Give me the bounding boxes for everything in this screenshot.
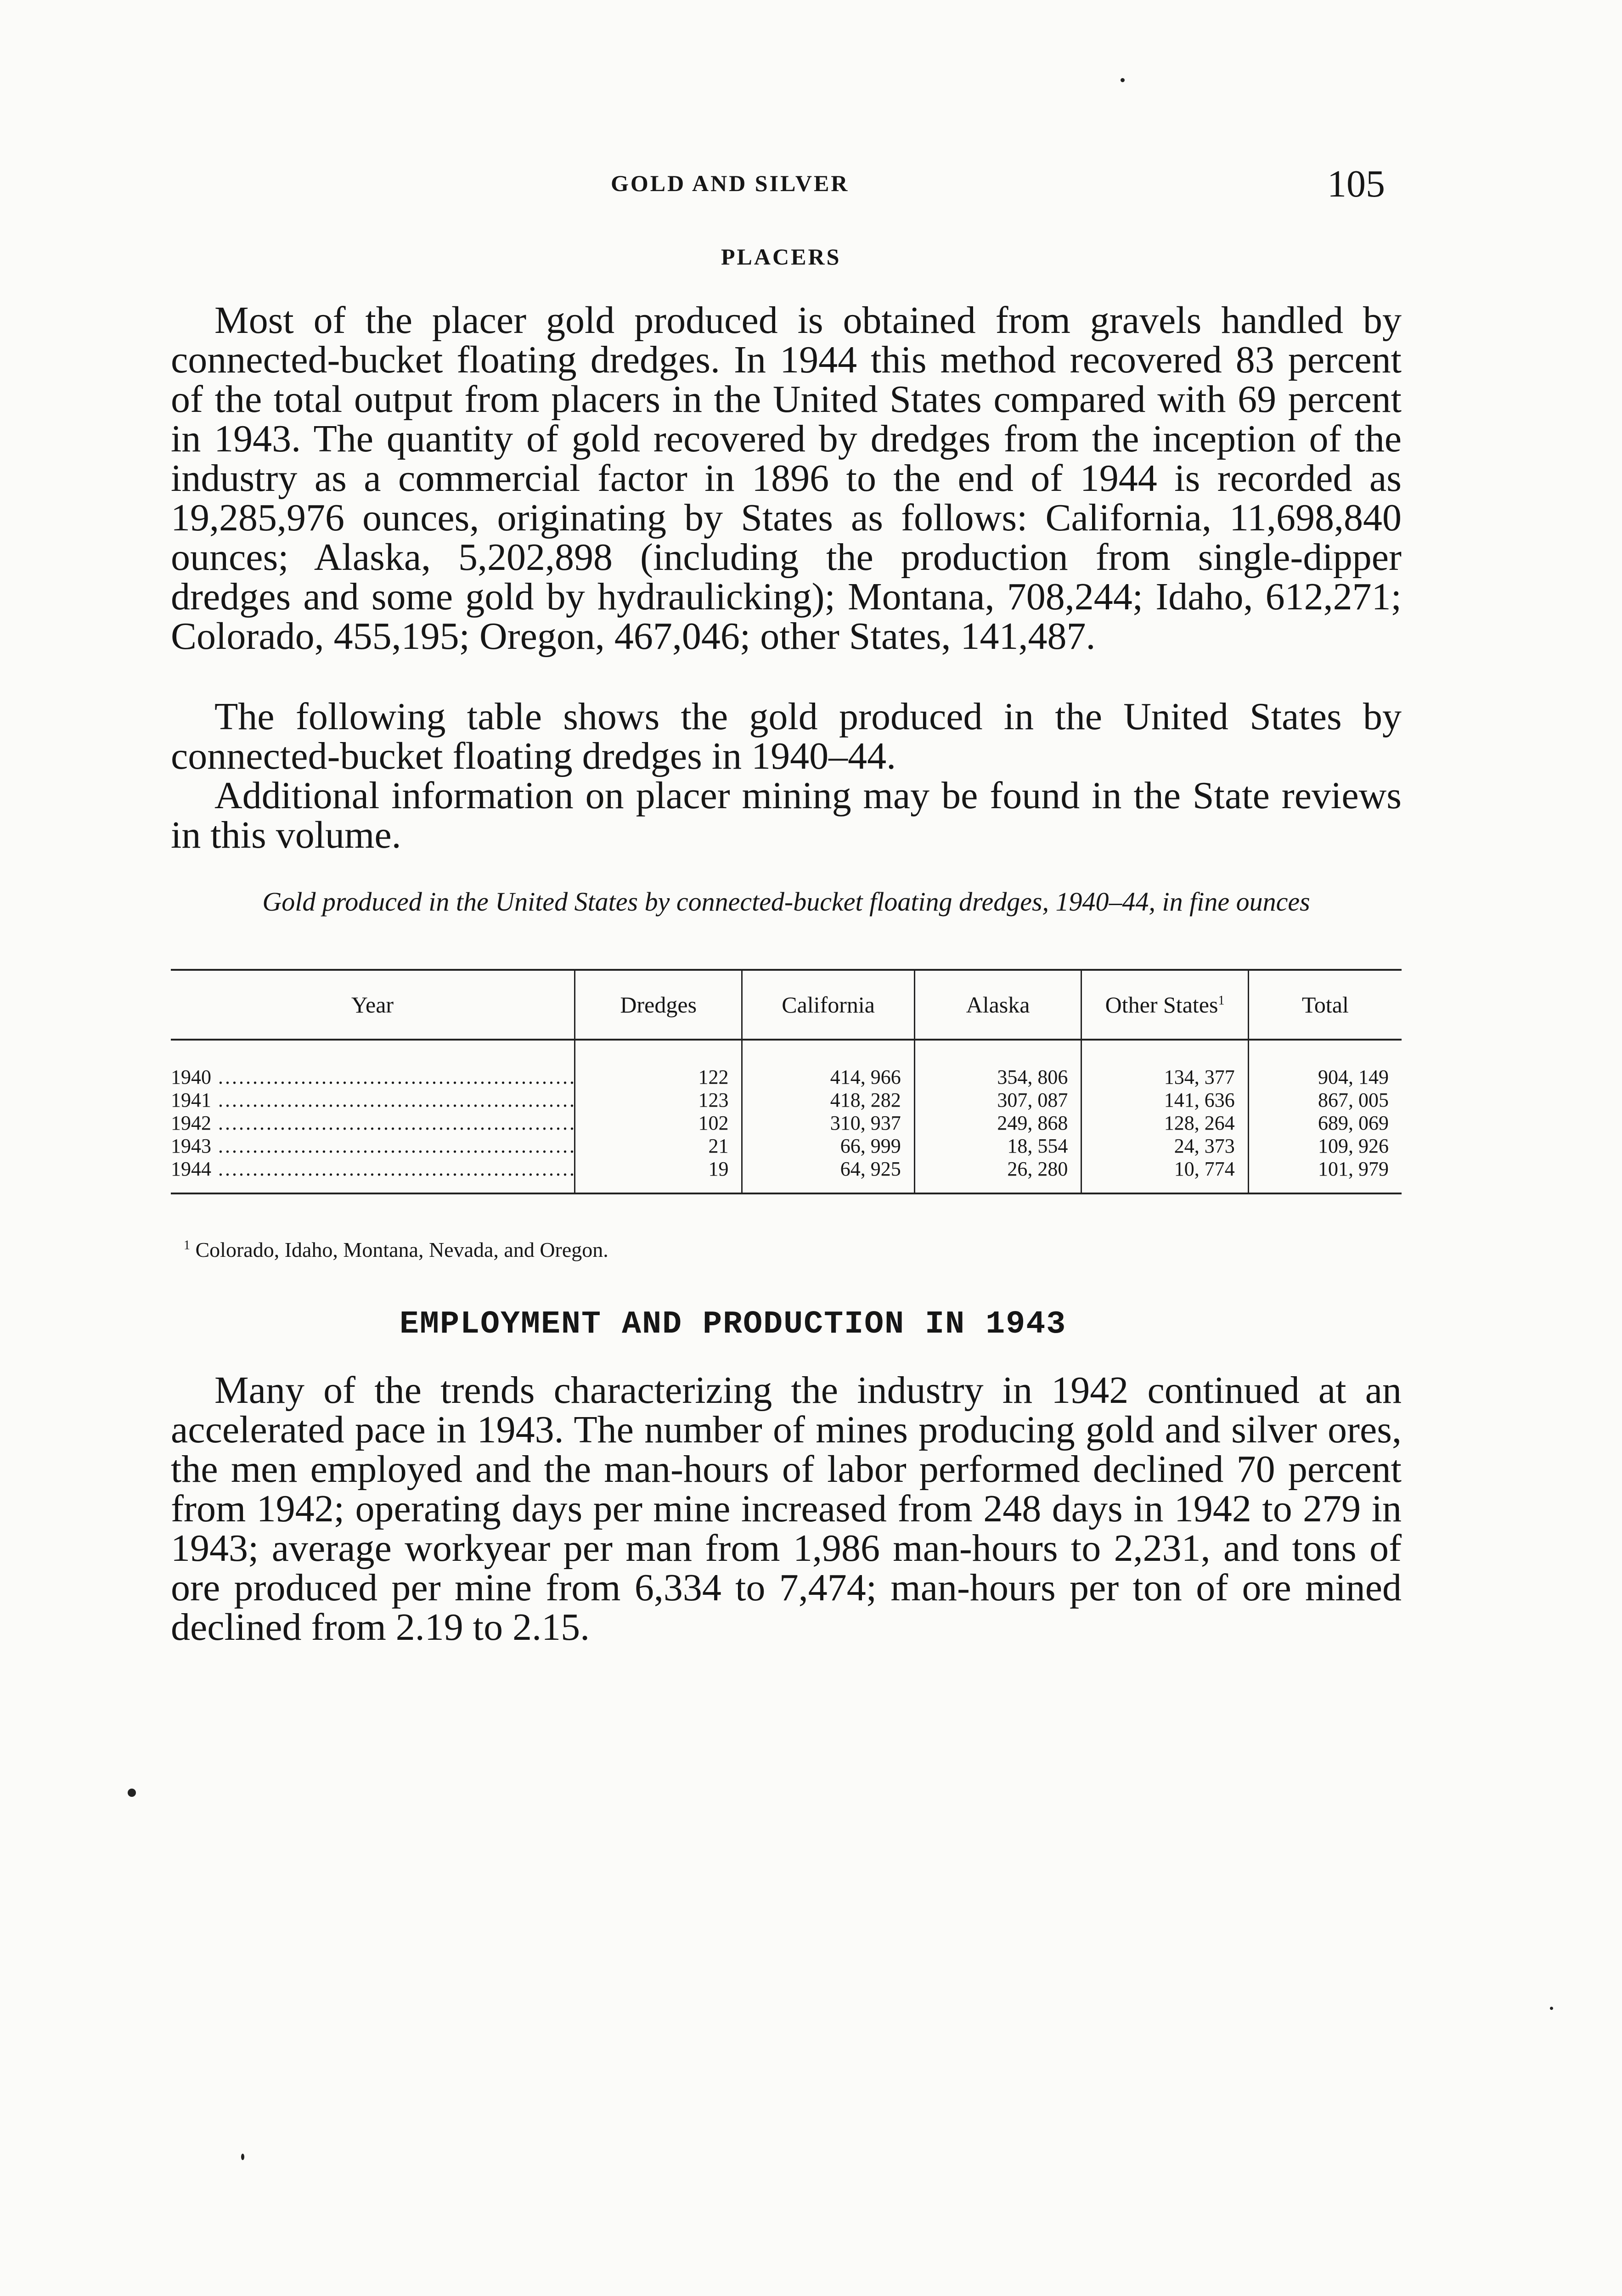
placers-paragraph-1: Most of the placer gold produced is obtained from gravels handled by connected-bucket floating dredges. In 1944 this method recovered 83 percent of the total output from placers in the United States compared with 69 percent in 1943. The quantity of gold recovered by dredges from the inception of the industry as a commercial factor in 1896 to the end of 1944 is recorded as 19,285,976 ounces, originating by States as follows: California, 11,698,840 ounces; Alaska, 5,202,898 (including the production from single-dipper dredges and some gold by hydraulicking); Montana, 708,244; Idaho, 612,271; Colorado, 455,195; Oregon, 467,046; other States, 141,487.	[171, 299, 1402, 658]
footnote-marker: 1	[1218, 993, 1225, 1008]
employment-heading: EMPLOYMENT AND PRODUCTION IN 1943	[400, 1306, 1067, 1343]
year-cell	[171, 1158, 575, 1193]
running-title: GOLD AND SILVER	[611, 170, 850, 196]
california-cell: 64, 925	[742, 1158, 914, 1193]
dredges-cell: 122	[575, 1040, 742, 1089]
scan-speck	[241, 2154, 244, 2160]
year-cell	[171, 1040, 575, 1089]
footnote-number: 1	[184, 1238, 190, 1253]
california-cell: 310, 937	[742, 1112, 914, 1135]
alaska-cell: 249, 868	[914, 1112, 1081, 1135]
footnote-text: Colorado, Idaho, Montana, Nevada, and Oregon.	[195, 1238, 608, 1261]
total-cell: 689, 069	[1248, 1112, 1402, 1135]
year-value: 1944 .....	[171, 1158, 575, 1180]
dredges-cell: 21	[575, 1135, 742, 1158]
scan-speck	[1550, 2007, 1553, 2010]
column-header-dredges: Dredges	[575, 970, 742, 1040]
table-row	[171, 1089, 1402, 1112]
table-header-row	[171, 970, 1402, 1040]
column-header-other-states	[1081, 970, 1248, 1040]
total-cell: 109, 926	[1248, 1135, 1402, 1158]
table-row	[171, 1135, 1402, 1158]
year-cell	[171, 1089, 575, 1112]
other-states-cell: 141, 636	[1081, 1089, 1248, 1112]
table-row	[171, 1112, 1402, 1135]
alaska-cell: 18, 554	[914, 1135, 1081, 1158]
year-cell	[171, 1112, 575, 1135]
column-header-year: Year	[171, 970, 575, 1040]
placers-paragraph-2: The following table shows the gold produced in the United States by connected-bucket floating dredges in 1940–44.	[171, 695, 1402, 777]
other-states-cell: 134, 377	[1081, 1040, 1248, 1089]
column-header-alaska: Alaska	[914, 970, 1081, 1040]
alaska-cell: 307, 087	[914, 1089, 1081, 1112]
california-cell: 414, 966	[742, 1040, 914, 1089]
total-cell: 867, 005	[1248, 1089, 1402, 1112]
other-states-cell: 24, 373	[1081, 1135, 1248, 1158]
dredges-cell: 102	[575, 1112, 742, 1135]
column-header-california: California	[742, 970, 914, 1040]
scan-speck	[1121, 78, 1125, 82]
other-states-cell: 10, 774	[1081, 1158, 1248, 1193]
total-cell: 101, 979	[1248, 1158, 1402, 1193]
alaska-cell: 354, 806	[914, 1040, 1081, 1089]
california-cell: 418, 282	[742, 1089, 914, 1112]
year-value: 1941 .....	[171, 1089, 575, 1111]
placers-paragraph-3: Additional information on placer mining may be found in the State reviews in this volume.	[171, 774, 1402, 856]
total-cell: 904, 149	[1248, 1040, 1402, 1089]
year-value: 1943 .....	[171, 1135, 575, 1157]
year-value: 1942 .....	[171, 1112, 575, 1134]
employment-paragraph: Many of the trends characterizing the industry in 1942 continued at an accelerated pace in 1943. The number of mines producing gold and silver ores, the men employed and the man-hours of labor performed declined 70 percent from 1942; operating days per mine increased from 248 days in 1942 to 279 in 1943; average workyear per man from 1,986 man-hours to 2,231, and tons of ore produced per mine from 6,334 to 7,474; man-hours per ton of ore mined declined from 2.19 to 2.15.	[171, 1369, 1402, 1649]
other-states-cell: 128, 264	[1081, 1112, 1248, 1135]
table-row	[171, 1158, 1402, 1193]
dredge-production-table	[171, 969, 1402, 1194]
table-caption: Gold produced in the United States by connected-bucket floating dredges, 1940–44, in fine ounces	[262, 887, 1310, 917]
column-header-total: Total	[1248, 970, 1402, 1040]
section-heading-placers: PLACERS	[721, 244, 841, 270]
dredges-cell: 19	[575, 1158, 742, 1193]
alaska-cell: 26, 280	[914, 1158, 1081, 1193]
other-states-label: Other States	[1105, 992, 1218, 1018]
table-footnote	[184, 1238, 608, 1262]
year-cell	[171, 1135, 575, 1158]
table-row	[171, 1040, 1402, 1089]
scan-speck	[128, 1789, 136, 1797]
year-value: 1940 .....	[171, 1066, 575, 1088]
california-cell: 66, 999	[742, 1135, 914, 1158]
page-number: 105	[1327, 163, 1385, 205]
dredges-cell: 123	[575, 1089, 742, 1112]
